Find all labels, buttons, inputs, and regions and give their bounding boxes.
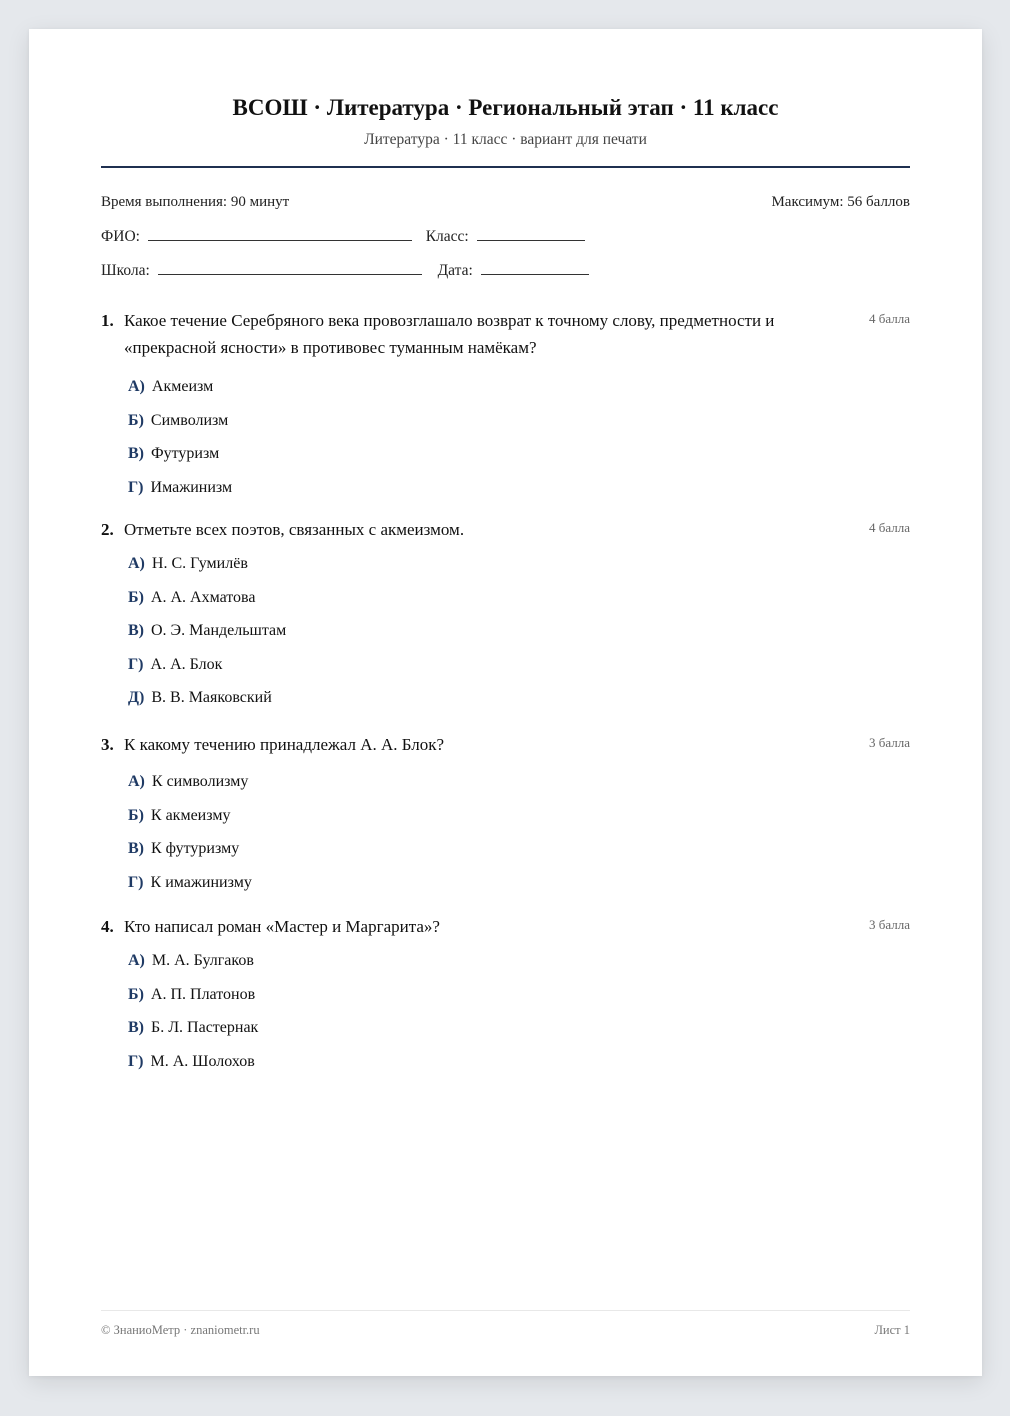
footer-copyright: © ЗнаниоМетр · znaniometr.ru xyxy=(101,1323,260,1337)
header-divider xyxy=(101,166,910,168)
option-letter: Д) xyxy=(128,689,145,707)
option-g[interactable] xyxy=(101,1045,910,1079)
option-text: В. В. Маяковский xyxy=(151,689,272,707)
option-text: Н. С. Гумилёв xyxy=(151,555,248,572)
fio-label: ФИО: xyxy=(101,228,140,245)
option-a[interactable] xyxy=(101,370,910,404)
footer-divider xyxy=(101,1310,910,1311)
page-subtitle: Литература · 11 класс · вариант для печати xyxy=(364,131,647,148)
option-text: К футуризму xyxy=(151,840,240,858)
option-text: А. А. Ахматова xyxy=(150,588,256,606)
date-blank[interactable] xyxy=(481,260,589,275)
question-2 xyxy=(101,516,910,715)
option-a[interactable] xyxy=(101,547,910,581)
option-g[interactable] xyxy=(101,648,910,682)
question-header xyxy=(101,516,910,543)
question-number: 3. xyxy=(101,735,114,754)
option-b[interactable] xyxy=(101,581,910,615)
question-text: К какому течению принадлежал А. А. Блок? xyxy=(124,735,445,754)
date-label: Дата: xyxy=(437,262,473,279)
question-text: Кто написал роман «Мастер и Маргарита»? xyxy=(124,917,440,936)
student-info-row-1 xyxy=(101,226,585,246)
question-header xyxy=(101,307,910,361)
question-header xyxy=(101,731,910,758)
question-text: Отметьте всех поэтов, связанных с акмеизмом. xyxy=(124,520,465,539)
question-3 xyxy=(101,731,910,899)
option-v[interactable] xyxy=(101,1011,910,1045)
option-g[interactable] xyxy=(101,471,910,505)
question-text: Какое течение Серебряного века провозглашало возврат к точному слову, предметности и «прекрасной ясности» в противовес туманным намёкам? xyxy=(124,311,775,357)
option-text: К символизму xyxy=(151,773,249,790)
question-4 xyxy=(101,913,910,1078)
option-v[interactable] xyxy=(101,437,910,471)
school-blank[interactable] xyxy=(158,260,422,275)
option-letter: В) xyxy=(128,622,144,640)
option-letter: В) xyxy=(128,445,144,463)
footer-page-number: Лист 1 xyxy=(874,1323,910,1337)
option-d[interactable] xyxy=(101,681,910,715)
option-text: М. А. Шолохов xyxy=(150,1052,255,1070)
option-text: К акмеизму xyxy=(150,806,231,824)
option-a[interactable] xyxy=(101,765,910,799)
time-limit: Время выполнения: 90 минут xyxy=(101,194,290,210)
option-v[interactable] xyxy=(101,614,910,648)
option-text: М. А. Булгаков xyxy=(151,952,254,969)
option-list xyxy=(101,547,910,715)
option-text: Акмеизм xyxy=(151,378,214,395)
question-number: 4. xyxy=(101,917,114,936)
question-number: 2. xyxy=(101,520,114,539)
option-a[interactable] xyxy=(101,944,910,978)
option-letter: Б) xyxy=(128,411,144,429)
option-text: К имажинизму xyxy=(150,873,252,891)
class-label: Класс: xyxy=(425,228,469,245)
question-header xyxy=(101,913,910,940)
option-letter: В) xyxy=(128,840,144,858)
option-letter: А) xyxy=(128,773,145,790)
page-title: ВСОШ · Литература · Региональный этап · 11 класс xyxy=(232,95,779,120)
fio-blank[interactable] xyxy=(148,226,412,241)
option-letter: Г) xyxy=(128,478,144,496)
option-b[interactable] xyxy=(101,404,910,438)
max-score: Максимум: 56 баллов xyxy=(771,194,910,210)
option-list xyxy=(101,944,910,1078)
option-letter: А) xyxy=(128,952,145,969)
option-list xyxy=(101,370,910,504)
option-text: О. Э. Мандельштам xyxy=(151,622,287,640)
option-letter: А) xyxy=(128,555,145,572)
class-blank[interactable] xyxy=(477,226,585,241)
option-letter: В) xyxy=(128,1019,144,1037)
option-text: Б. Л. Пастернак xyxy=(151,1019,259,1037)
option-letter: Б) xyxy=(128,985,144,1003)
option-letter: Б) xyxy=(128,806,144,824)
student-info-row-2 xyxy=(101,260,589,280)
question-points: 3 балла xyxy=(869,735,910,750)
school-label: Школа: xyxy=(101,262,150,279)
option-text: Футуризм xyxy=(151,445,220,463)
option-b[interactable] xyxy=(101,799,910,833)
option-letter: Г) xyxy=(128,873,144,891)
option-v[interactable] xyxy=(101,832,910,866)
option-letter: А) xyxy=(128,378,145,395)
option-letter: Б) xyxy=(128,588,144,606)
option-g[interactable] xyxy=(101,866,910,900)
option-letter: Г) xyxy=(128,655,144,673)
question-points: 4 балла xyxy=(869,520,910,535)
question-points: 3 балла xyxy=(869,917,910,932)
paper-sheet xyxy=(29,29,982,1376)
option-letter: Г) xyxy=(128,1052,144,1070)
option-b[interactable] xyxy=(101,978,910,1012)
question-number: 1. xyxy=(101,311,114,330)
option-text: Символизм xyxy=(150,411,229,429)
option-text: Имажинизм xyxy=(150,478,233,496)
question-1 xyxy=(101,307,910,504)
sheet-content xyxy=(101,29,910,1376)
question-points: 4 балла xyxy=(869,311,910,326)
option-text: А. П. Платонов xyxy=(150,985,256,1003)
option-text: А. А. Блок xyxy=(150,655,223,673)
option-list xyxy=(101,765,910,899)
